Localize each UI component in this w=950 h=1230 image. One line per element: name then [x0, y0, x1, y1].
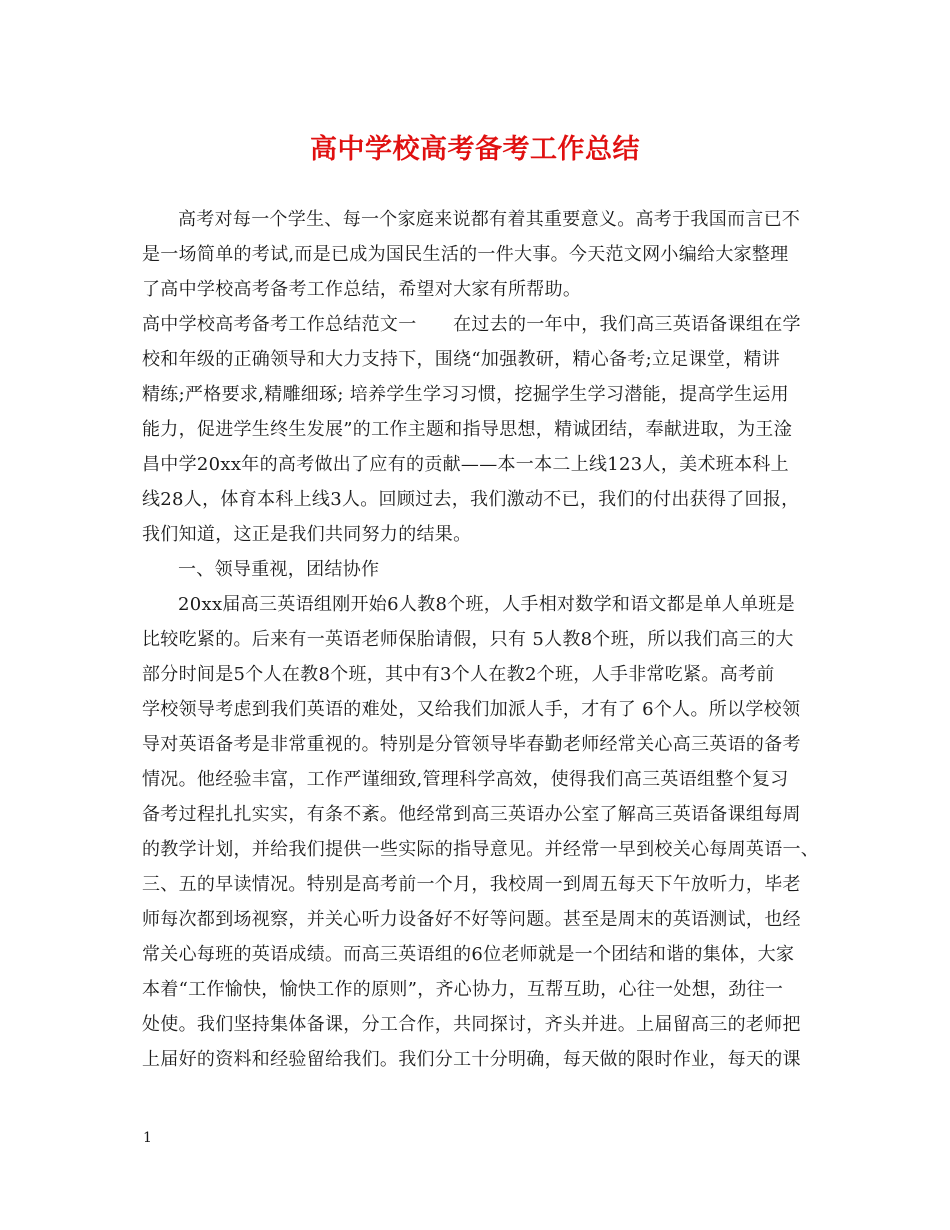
paragraph-line: 精练;严格要求,精雕细琢; 培养学生学习习惯，挖掘学生学习潜能，提高学生运用 [142, 384, 789, 405]
paragraph-line: 学校领导考虑到我们英语的难处，又给我们加派人手，才有了 6个人。所以学校领 [142, 699, 801, 720]
document-title: 高中学校高考备考工作总结 [310, 134, 640, 165]
paragraph-line: 师每次都到场视察，并关心听力设备好不好等问题。甚至是周末的英语测试，也经 [142, 909, 801, 930]
paragraph-line: 本着“工作愉快，愉快工作的原则”，齐心协力，互帮互助，心往一处想，劲往一 [142, 979, 784, 1000]
paragraph-line: 上届好的资料和经验留给我们。我们分工十分明确，每天做的限时作业，每天的课 [142, 1049, 801, 1070]
paragraph-line: 比较吃紧的。后来有一英语老师保胎请假，只有 5人教8个班，所以我们高三的大 [142, 629, 794, 650]
paragraph-line: 的教学计划，并给我们提供一些实际的指导意见。并经常一早到校关心每周英语一、 [142, 839, 820, 860]
paragraph-line: 了高中学校高考备考工作总结，希望对大家有所帮助。 [142, 279, 582, 300]
paragraph-line: 备考过程扎扎实实，有条不紊。他经常到高三英语办公室了解高三英语备课组每周 [142, 804, 801, 825]
paragraph-line: 是一场简单的考试,而是已成为国民生活的一件大事。今天范文网小编给大家整理 [142, 244, 789, 265]
paragraph-line: 高中学校高考备考工作总结范文一 在过去的一年中，我们高三英语备课组在学 [142, 314, 801, 335]
paragraph-line: 三、五的早读情况。特别是高考前一个月，我校周一到周五每天下午放听力，毕老 [142, 874, 801, 895]
paragraph-line: 处使。我们坚持集体备课，分工合作，共同探讨，齐头并进。上届留高三的老师把 [142, 1014, 801, 1035]
paragraph-line: 高考对每一个学生、每一个家庭来说都有着其重要意义。高考于我国而言已不 [178, 209, 801, 230]
paragraph-line: 校和年级的正确领导和大力支持下，围绕“加强教研，精心备考;立足课堂，精讲 [142, 349, 781, 370]
paragraph-line: 导对英语备考是非常重视的。特别是分管领导毕春勤老师经常关心高三英语的备考 [142, 734, 801, 755]
paragraph-line: 常关心每班的英语成绩。而高三英语组的6位老师就是一个团结和谐的集体，大家 [142, 944, 795, 965]
paragraph-line: 20xx届高三英语组刚开始6人教8个班，人手相对数学和语文都是单人单班是 [178, 594, 795, 615]
paragraph-line: 部分时间是5个人在教8个班，其中有3个人在教2个班，人手非常吃紧。高考前 [142, 664, 775, 685]
paragraph-line: 线28人，体育本科上线3人。回顾过去，我们激动不已，我们的付出获得了回报， [142, 489, 800, 510]
paragraph-line: 能力，促进学生终生发展”的工作主题和指导思想，精诚团结，奉献进取，为王淦 [142, 419, 792, 440]
paragraph-line: 我们知道，这正是我们共同努力的结果。 [142, 524, 472, 545]
paragraph-line: 情况。他经验丰富，工作严谨细致,管理科学高效，使得我们高三英语组整个复习 [142, 769, 789, 790]
page-number: 1 [143, 1130, 152, 1146]
paragraph-line: 昌中学20xx年的高考做出了应有的贡献——本一本二上线123人，美术班本科上 [142, 454, 789, 475]
section-heading: 一、领导重视，团结协作 [178, 559, 380, 580]
